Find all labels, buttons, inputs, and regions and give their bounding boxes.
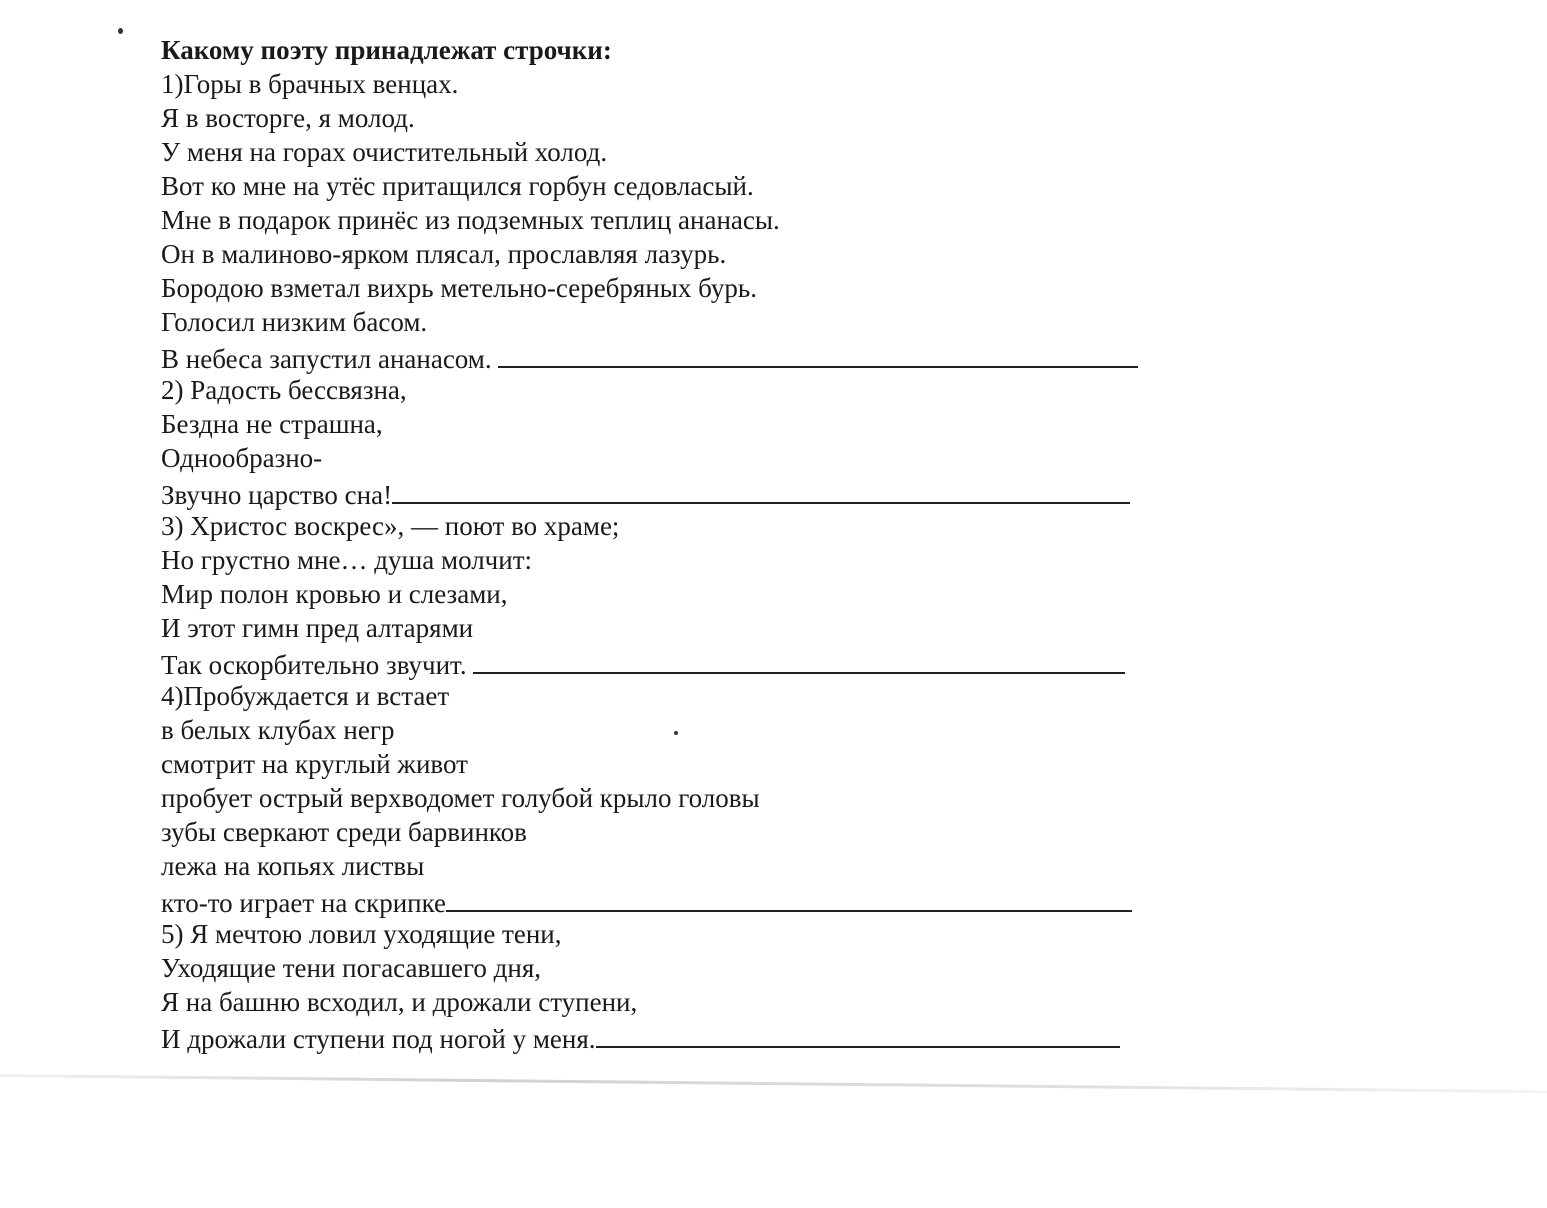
poem-line-text: У меня на горах очистительный холод. [161, 137, 608, 167]
poem-line [161, 679, 1201, 713]
worksheet [161, 33, 1201, 1053]
poem-excerpt-4 [161, 679, 1201, 917]
poem-line-text: Однообразно- [161, 443, 323, 473]
poem-excerpt-5 [161, 917, 1201, 1053]
answer-blank-5[interactable] [596, 1019, 1120, 1048]
poem-line-text: 5) Я мечтою ловил уходящие тени, [161, 919, 562, 949]
answer-blank-2[interactable] [392, 475, 1130, 504]
poem-line-text: Он в малиново-ярком плясал, прославляя лазурь. [161, 239, 727, 269]
poem-line [161, 985, 1201, 1019]
poem-line-text: пробует острый верхводомет голубой крыло головы [161, 783, 760, 813]
poem-line-text: Голосил низким басом. [161, 307, 428, 337]
poem-line [161, 203, 1201, 237]
poem-line-text: Бездна не страшна, [161, 409, 383, 439]
poem-line-text: Уходящие тени погасавшего дня, [161, 953, 542, 983]
poem-line [161, 407, 1201, 441]
poem-line [161, 577, 1201, 611]
poem-line [161, 373, 1201, 407]
poem-line-text: в белых клубах негр [161, 715, 395, 745]
poem-line [161, 781, 1201, 815]
poem-line [161, 645, 1201, 679]
poem-line-text: И дрожали ступени под ногой у меня. [161, 1024, 596, 1054]
poem-line [161, 611, 1201, 645]
poem-line [161, 917, 1201, 951]
poem-line-text: 4)Пробуждается и встает [161, 681, 450, 711]
poem-line-text: В небеса запустил ананасом. [161, 344, 492, 374]
poem-line-text: Бородою взметал вихрь метельно-серебряных бурь. [161, 273, 757, 303]
poem-line-text: зубы сверкают среди барвинков [161, 817, 527, 847]
poem-excerpt-3 [161, 509, 1201, 679]
poem-line-text: И этот гимн пред алтарями [161, 613, 474, 643]
poem-line [161, 713, 1201, 747]
poem-line [161, 509, 1201, 543]
poem-line-text: кто-то играет на скрипке [161, 888, 447, 918]
poem-line-text: Так оскорбительно звучит. [161, 650, 467, 680]
poem-line [161, 849, 1201, 883]
poem-line [161, 101, 1201, 135]
poem-line-text: Звучно царство сна! [161, 480, 393, 510]
poem-line-text: Но грустно мне… душа молчит: [161, 545, 533, 575]
answer-blank-3[interactable] [473, 645, 1125, 674]
poem-line-text: 3) Христос воскрес», — поют во храме; [161, 511, 620, 541]
poem-line-text: Я в восторге, я молод. [161, 103, 415, 133]
poem-line [161, 237, 1201, 271]
poem-line [161, 441, 1201, 475]
poem-line-text: лежа на копьях листвы [161, 851, 425, 881]
poem-line-text: Я на башню всходил, и дрожали ступени, [161, 987, 638, 1017]
poem-line [161, 1019, 1201, 1053]
poem-line [161, 543, 1201, 577]
poem-line [161, 135, 1201, 169]
poem-line [161, 271, 1201, 305]
scan-edge-line [0, 1074, 1547, 1093]
poem-line [161, 339, 1201, 373]
poem-line-text: Мир полон кровью и слезами, [161, 579, 508, 609]
poem-line-text: Вот ко мне на утёс притащился горбун седовласый. [161, 171, 754, 201]
answer-blank-1[interactable] [498, 339, 1138, 368]
poem-line [161, 169, 1201, 203]
poem-line-text: 1)Горы в брачных венцах. [161, 69, 459, 99]
poem-excerpt-1 [161, 67, 1201, 373]
poem-line [161, 475, 1201, 509]
poem-line [161, 305, 1201, 339]
poem-line-text: Мне в подарок принёс из подземных теплиц ананасы. [161, 205, 780, 235]
poem-line-text: смотрит на круглый живот [161, 749, 468, 779]
scan-speck [118, 28, 123, 34]
worksheet-title: Какому поэту принадлежат строчки: [161, 35, 612, 65]
poem-line [161, 951, 1201, 985]
answer-blank-4[interactable] [446, 883, 1132, 912]
poem-excerpt-2 [161, 373, 1201, 509]
poem-line [161, 883, 1201, 917]
poem-line [161, 747, 1201, 781]
poem-line-text: 2) Радость бессвязна, [161, 375, 407, 405]
poem-line [161, 67, 1201, 101]
poem-line [161, 815, 1201, 849]
